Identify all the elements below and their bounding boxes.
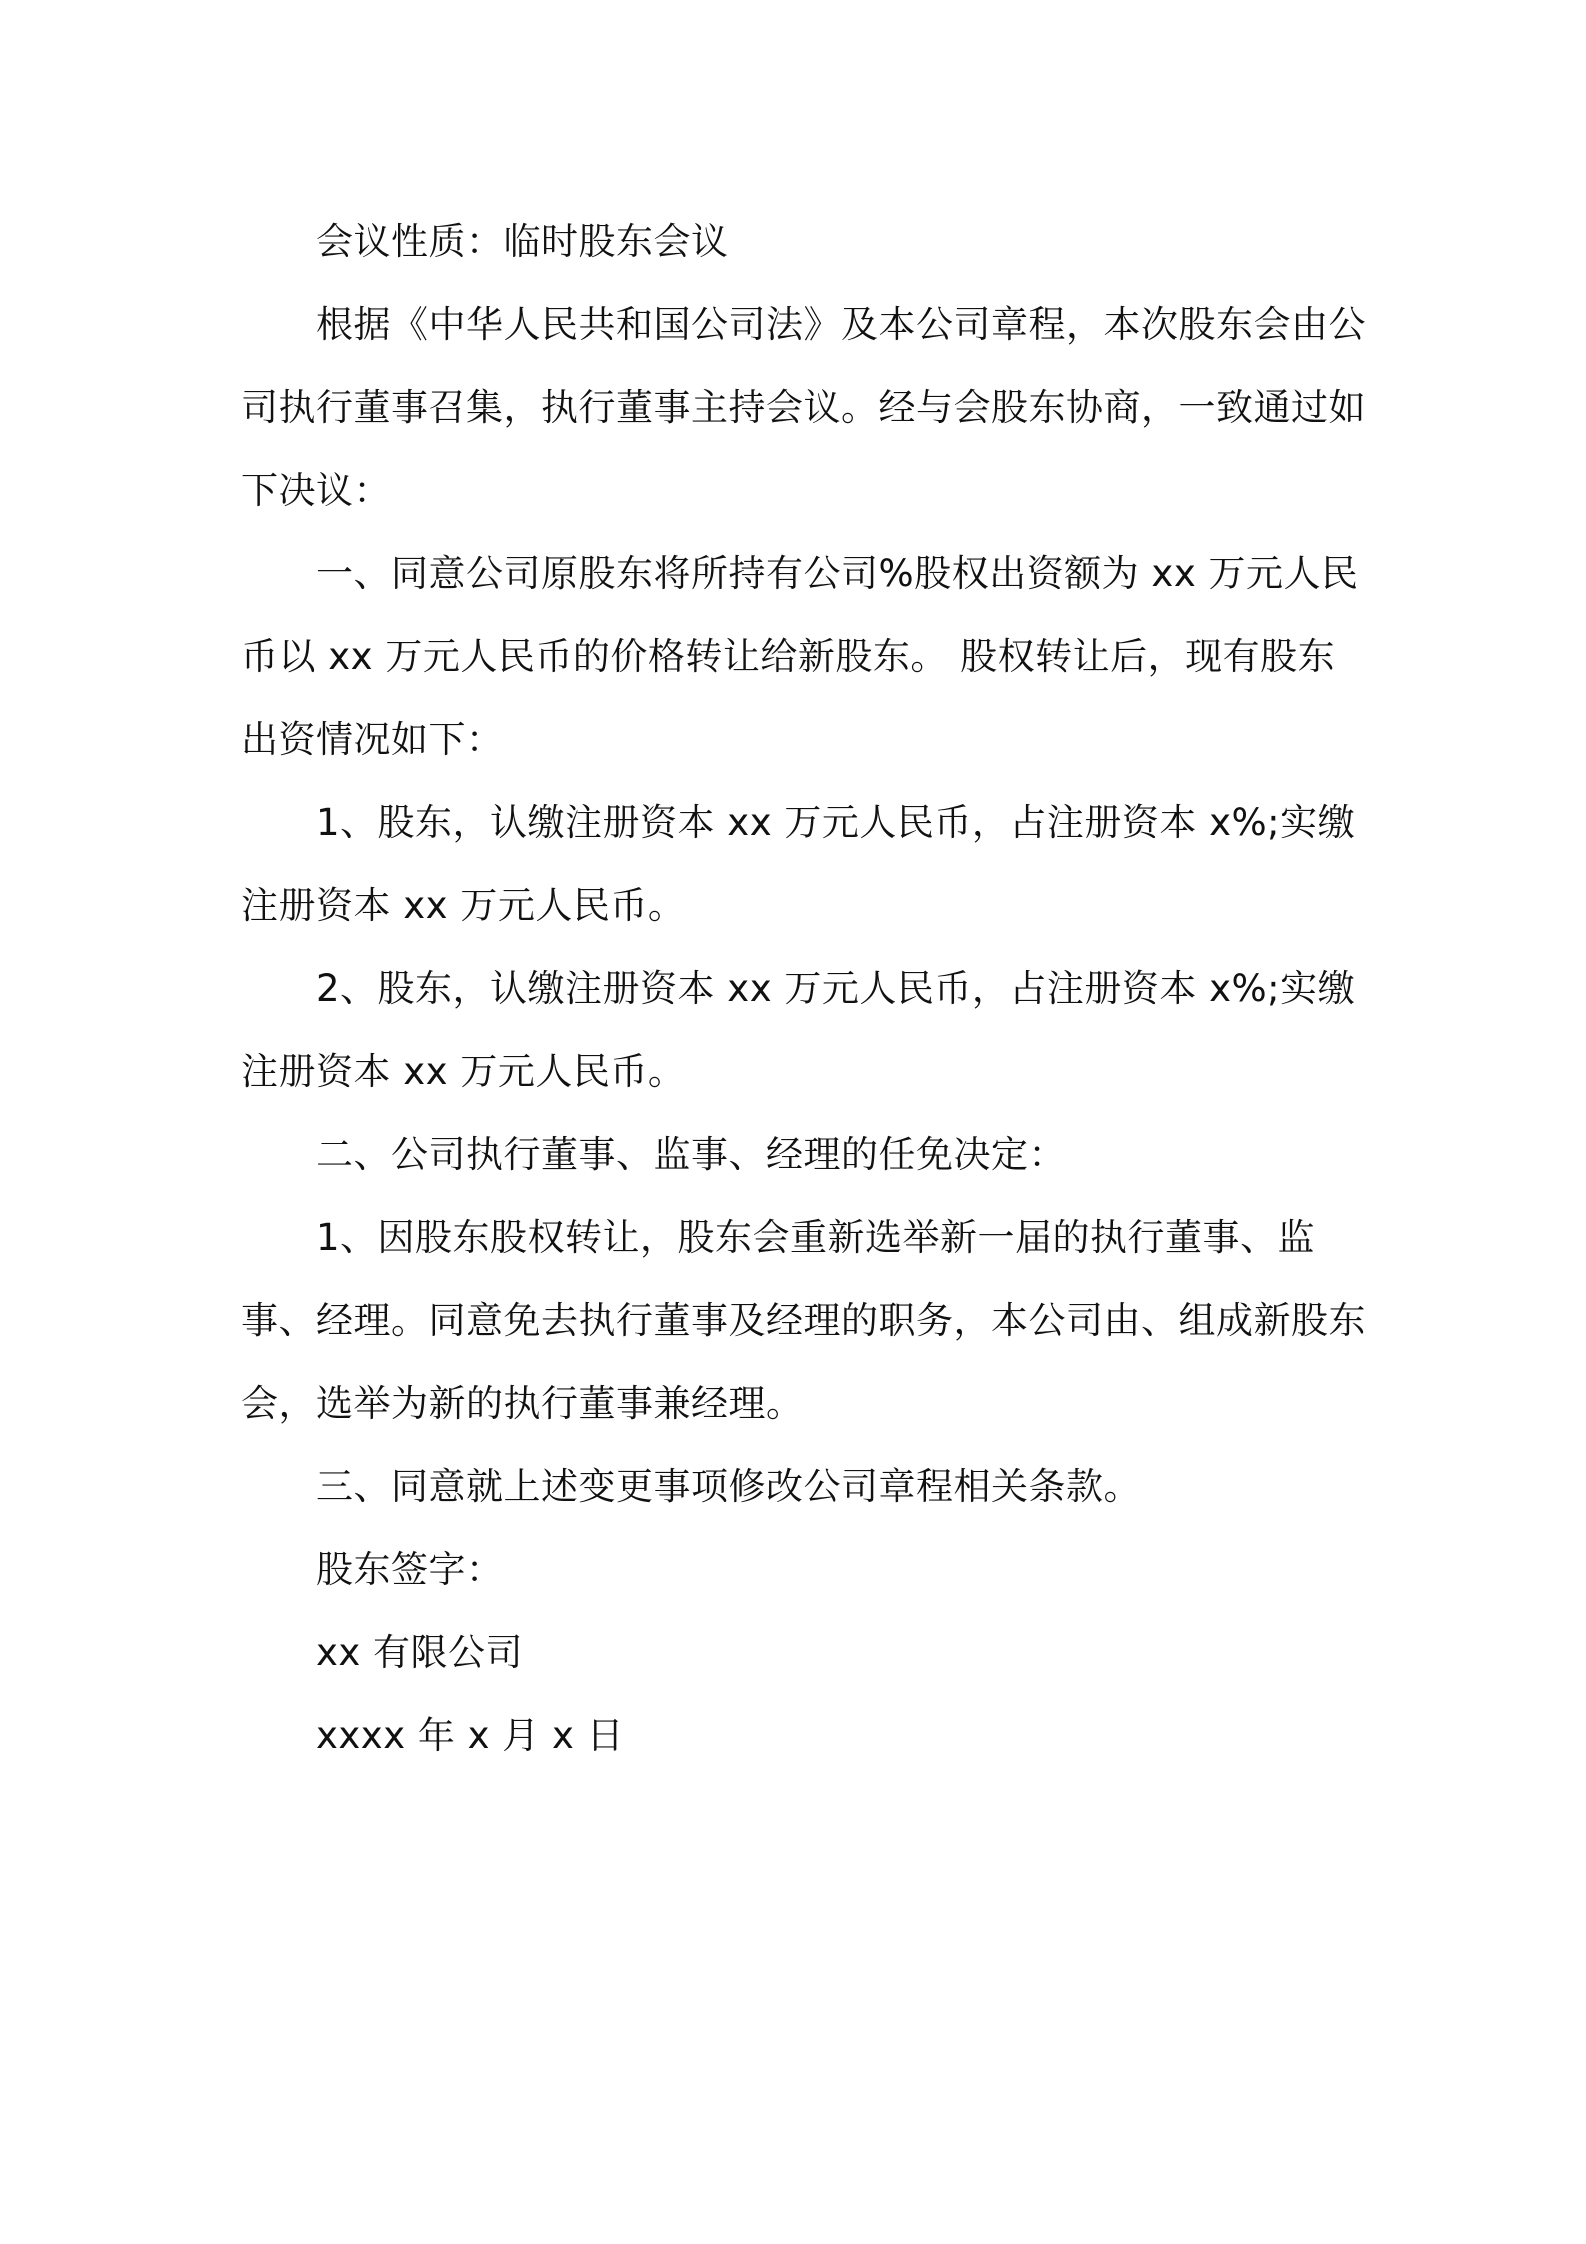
shareholder-item-2: 2、股东，认缴注册资本 xx 万元人民币，占注册资本 x%;实缴注册资本 xx 万元人民币。 xyxy=(241,967,1356,1093)
signature-label: 股东签字： xyxy=(316,1548,504,1591)
document-body xyxy=(241,200,1367,1777)
meeting-nature-line: 会议性质：临时股东会议 xyxy=(316,220,729,263)
resolution-two: 二、公司执行董事、监事、经理的任免决定： xyxy=(316,1133,1066,1176)
resolution-two-item-1: 1、因股东股权转让，股东会重新选举新一届的执行董事、监事、经理。同意免去执行董事及经理的职务，本公司由、组成新股东会，选举为新的执行董事兼经理。 xyxy=(241,1216,1366,1425)
resolution-three: 三、同意就上述变更事项修改公司章程相关条款。 xyxy=(316,1465,1141,1508)
document-date: xxxx 年 x 月 x 日 xyxy=(316,1714,625,1757)
resolution-one: 一、同意公司原股东将所持有公司%股权出资额为 xx 万元人民币以 xx 万元人民币的价格转让给新股东。 股权转让后，现有股东出资情况如下： xyxy=(241,552,1359,761)
shareholder-item-1: 1、股东，认缴注册资本 xx 万元人民币，占注册资本 x%;实缴注册资本 xx 万元人民币。 xyxy=(241,801,1356,927)
company-name: xx 有限公司 xyxy=(316,1631,524,1674)
intro-paragraph: 根据《中华人民共和国公司法》及本公司章程，本次股东会由公司执行董事召集，执行董事主持会议。经与会股东协商，一致通过如下决议： xyxy=(241,303,1366,512)
